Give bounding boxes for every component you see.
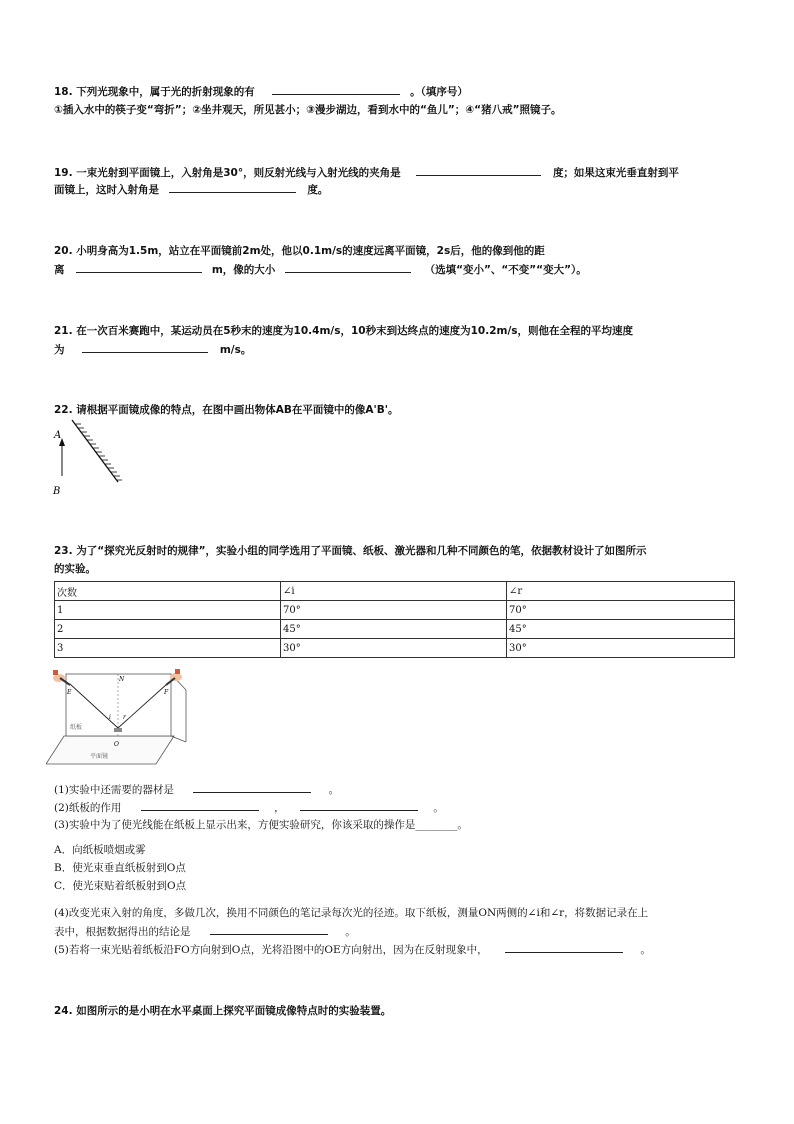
label-r: r [123, 714, 126, 721]
q24-text: 24. 如图所示的是小明在水平桌面上探究平面镜成像特点时的实验装置。 [54, 1005, 392, 1017]
label-b: B [53, 486, 61, 497]
q20-line1: 20. 小明身高为1.5m，站立在平面镜前2m处，他以0.1m/s的速度远离平面镜，2s后，他的像到他的距 [54, 245, 545, 257]
q23-sub1 [54, 781, 339, 797]
q23-sub1-suffix: 。 [328, 784, 340, 796]
q19-suffix-1: 度；如果这束光垂直射到平 [552, 167, 679, 179]
q23-sub1-text: (1)实验中还需要的器材是 [54, 784, 174, 796]
table-row [55, 620, 735, 639]
q20-text-2: 离 [54, 264, 65, 276]
q23-sub4-blank[interactable] [210, 923, 328, 935]
q22-mirror-figure [48, 418, 128, 498]
table-row [55, 601, 735, 620]
table-cell: 70° [281, 601, 507, 620]
board-fold-edge [171, 736, 186, 742]
q23-sub5-blank[interactable] [505, 941, 623, 953]
q21-text-2: 为 [54, 344, 65, 356]
q20-answer-blank-1[interactable] [76, 261, 202, 273]
table-cell: 45° [507, 620, 735, 639]
q23-sub4-line1: (4)改变光束入射的角度，多做几次，换用不同颜色的笔记录每次光的径迹。取下纸板，测量ON两侧的∠i和∠r，将数据记录在上 [54, 907, 649, 919]
q23-sub2-comma: ， [274, 802, 285, 814]
q19-text-2: 面镜上，这时入射角是 [54, 184, 159, 196]
q18-answer-blank[interactable] [272, 83, 400, 95]
label-a: A [54, 430, 62, 441]
paper-board-label: 纸板 [70, 724, 83, 731]
q23-sub2-blank-2[interactable] [300, 799, 418, 811]
plane-mirror-base [46, 736, 174, 764]
table-header-cell: ∠i [281, 582, 507, 601]
q23-sub3: (3)实验中为了使光线能在纸板上显示出来，方便实验研究，你该采取的操作是________。 [54, 819, 468, 831]
q23-data-table [54, 581, 735, 658]
q18-line2: ①插入水中的筷子变“弯折”；②坐井观天，所见甚小；③漫步湖边，看到水中的“鱼儿”；④“猪八戒”照镜子。 [54, 104, 562, 116]
q23-sub5-suffix: 。 [640, 944, 651, 956]
laser-point-marker [114, 728, 122, 732]
table-cell: 3 [55, 639, 281, 658]
q19-line2 [54, 181, 328, 197]
q19-suffix-2: 度。 [307, 184, 329, 196]
q23-sub2-text: (2)纸板的作用 [54, 802, 122, 814]
mirror-label: 平面镜 [90, 753, 109, 760]
table-header-row [55, 582, 735, 601]
table-row [55, 639, 735, 658]
q23-sub1-blank[interactable] [193, 781, 311, 793]
q23-option-a: A．向纸板喷烟或雾 [54, 844, 146, 856]
label-f: F [164, 689, 169, 696]
label-e: E [67, 689, 72, 696]
label-n: N [119, 676, 125, 683]
q22-text: 22. 请根据平面镜成像的特点，在图中画出物体AB在平面镜中的像A'B'。 [54, 404, 399, 416]
q23-option-b: B．使光束垂直纸板射到O点 [54, 862, 186, 874]
q23-line1: 23. 为了“探究光反射时的规律”，实验小组的同学选用了平面镜、纸板、激光器和几种不同颜色的笔，依据教材设计了如图所示 [54, 545, 647, 557]
q23-line2: 的实验。 [54, 563, 96, 575]
q19-text: 19. 一束光射到平面镜上，入射角是30°，则反射光线与入射光线的夹角是 [54, 167, 401, 179]
q23-sub2-blank-1[interactable] [141, 799, 259, 811]
label-i: i [109, 714, 111, 721]
q23-sub2 [54, 799, 444, 815]
q23-sub5-text: (5)若将一束光贴着纸板沿FO方向射到O点，光将沿图中的OE方向射出，因为在反射现象中， [54, 944, 488, 956]
q20-unit: m，像的大小 [211, 264, 276, 276]
table-cell: 2 [55, 620, 281, 639]
q23-reflection-figure [46, 666, 190, 768]
plane-mirror-line [72, 420, 118, 482]
q21-line2 [54, 341, 251, 357]
q18-text: 18. 下列光现象中，属于光的折射现象的有 [54, 86, 255, 98]
q20-line2 [54, 261, 587, 277]
label-o: O [114, 741, 119, 748]
q23-option-c: C．使光束贴着纸板射到O点 [54, 880, 187, 892]
q23-sub4-suffix: 。 [345, 926, 356, 938]
table-cell: 45° [281, 620, 507, 639]
q23-sub5 [54, 941, 651, 957]
q19-line1 [54, 164, 679, 180]
q23-sub2-suffix: 。 [433, 802, 444, 814]
table-cell: 30° [281, 639, 507, 658]
table-cell: 1 [55, 601, 281, 620]
q23-sub4-text: 表中，根据数据得出的结论是 [54, 926, 191, 938]
q20-answer-blank-2[interactable] [285, 261, 411, 273]
table-cell: 30° [507, 639, 735, 658]
q19-answer-blank-2[interactable] [169, 181, 296, 193]
q18-line1 [54, 83, 468, 99]
q19-answer-blank-1[interactable] [416, 164, 541, 176]
mirror-hatching [75, 424, 122, 480]
q18-suffix: 。（填序号） [410, 86, 468, 98]
table-header-cell: 次数 [55, 582, 281, 601]
table-header-cell: ∠r [507, 582, 735, 601]
q21-answer-blank[interactable] [82, 341, 208, 353]
q21-line1: 21. 在一次百米赛跑中，某运动员在5秒末的速度为10.4m/s，10秒末到达终点的速度为10.2m/s，则他在全程的平均速度 [54, 325, 634, 337]
table-cell: 70° [507, 601, 735, 620]
q20-suffix: （选填“变小”、“不变”“变大”）。 [424, 264, 587, 276]
q21-unit: m/s。 [219, 344, 252, 356]
q23-sub4-line2 [54, 923, 356, 939]
